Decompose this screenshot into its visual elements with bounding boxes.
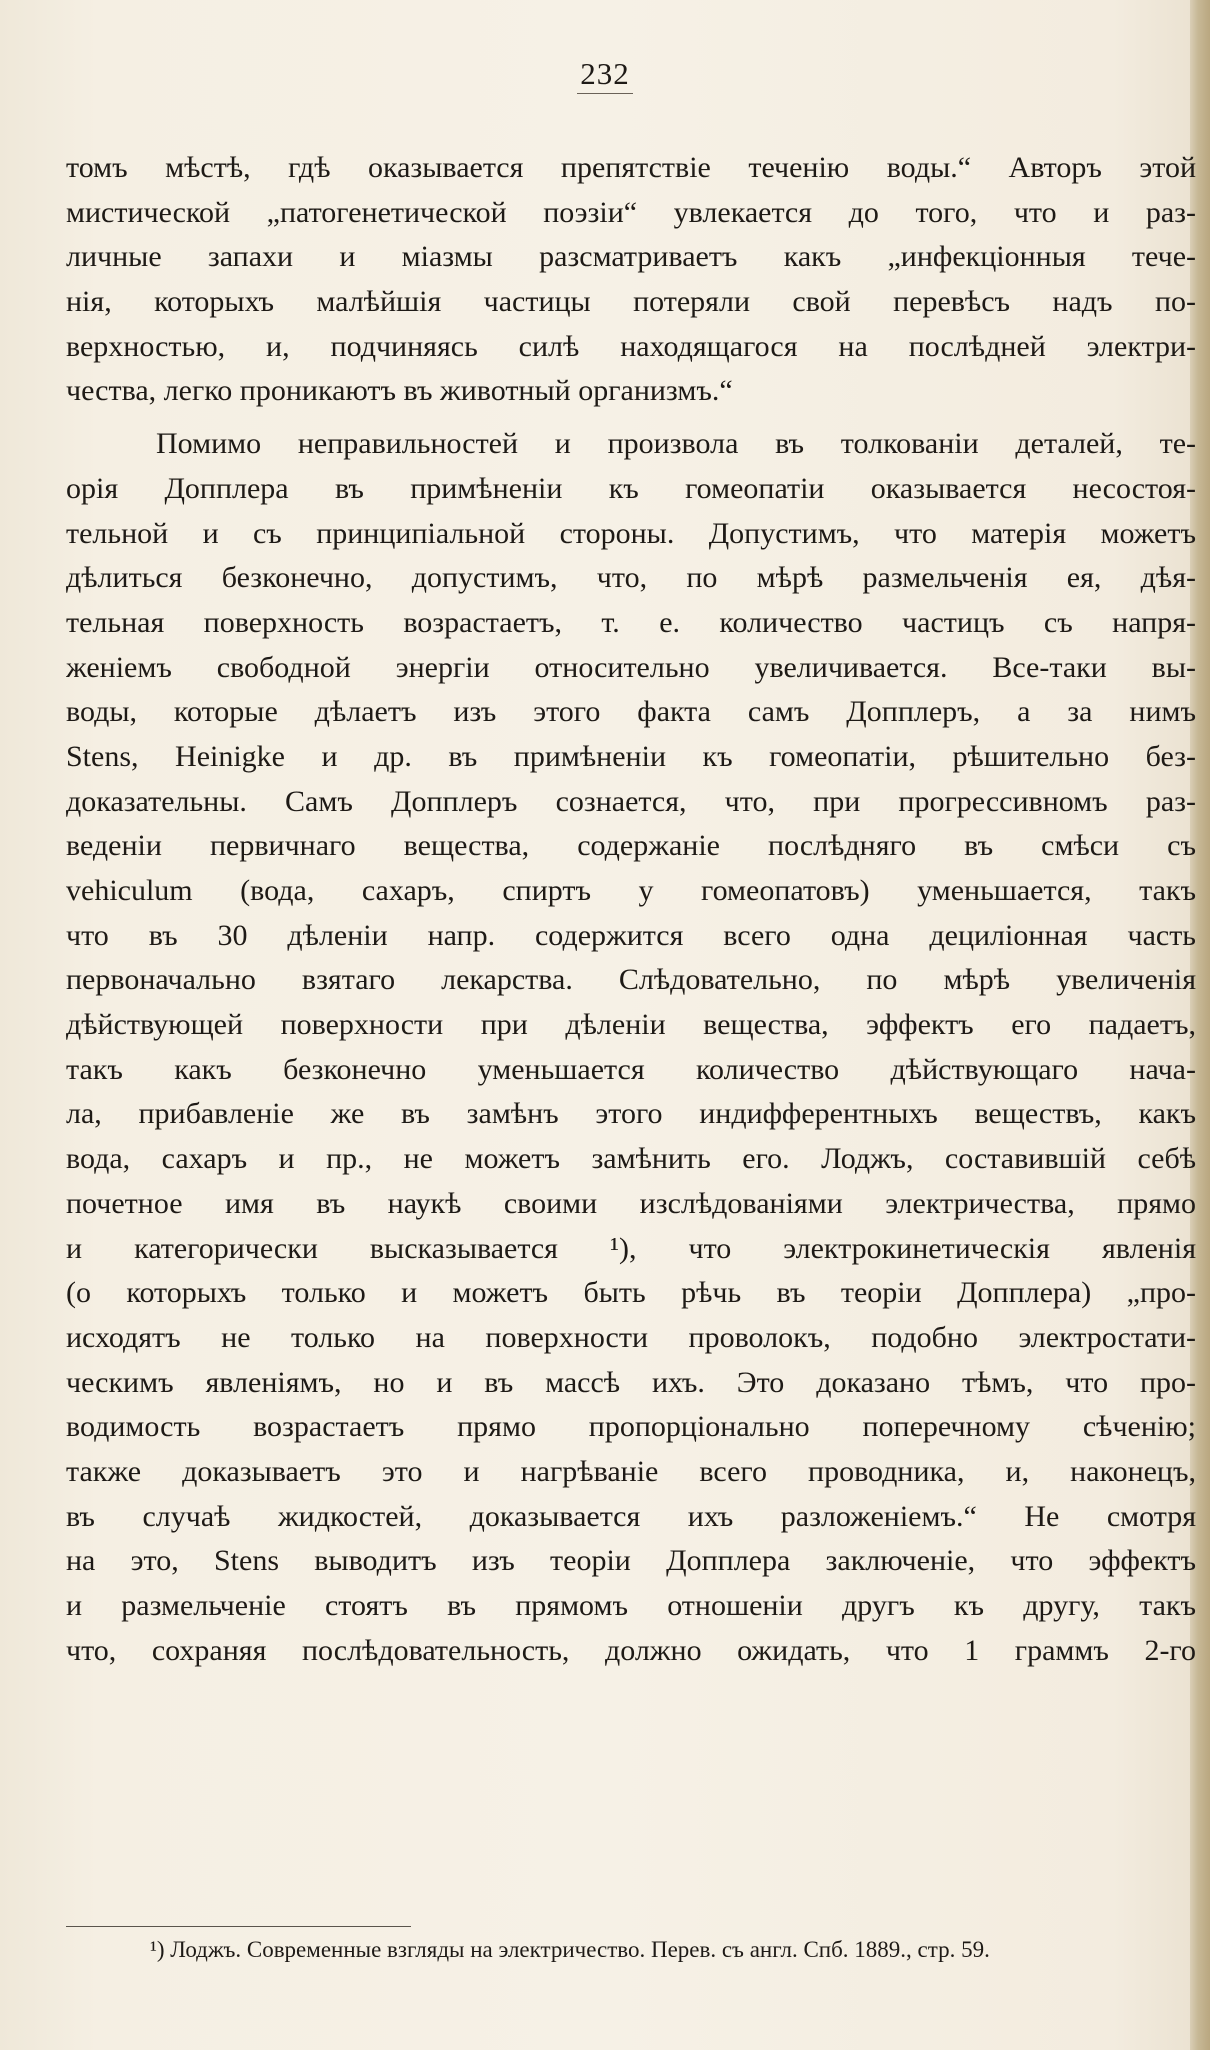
text-line: что въ 30 дѣленіи напр. содержится всего одна дециліонная часть <box>66 918 1196 952</box>
text-line: дѣйствующей поверхности при дѣленіи вещества, эффектъ его падаетъ, <box>66 1008 1196 1042</box>
text-line: тельная поверхность возрастаетъ, т. е. количество частицъ съ напря- <box>66 605 1196 639</box>
text-line: чества, легко проникаютъ въ животный организмъ.“ <box>66 374 733 408</box>
text-line: и категорически высказывается ¹), что электрокинетическія явленія <box>66 1231 1196 1265</box>
text-line: орія Допплера въ примѣненіи къ гомеопатіи оказывается несостоя- <box>66 471 1196 505</box>
text-line: почетное имя въ наукѣ своими изслѣдованіями электричества, прямо <box>66 1186 1196 1220</box>
text-line: vehiculum (вода, сахаръ, спиртъ у гомеопатовъ) уменьшается, такъ <box>66 874 1196 907</box>
footnote: ¹) Лоджъ. Современные взгляды на электричество. Перев. съ англ. Спб. 1889., стр. 59. <box>150 1937 990 1962</box>
footnote-divider <box>66 1926 411 1927</box>
text-line: веденіи первичнаго вещества, содержаніе послѣдняго въ смѣси съ <box>66 829 1196 863</box>
text-line: и размельченіе стоятъ въ прямомъ отношеніи другъ къ другу, такъ <box>66 1589 1196 1622</box>
page-number: 232 <box>0 56 1210 92</box>
text-line: личные запахи и міазмы разсматриваетъ какъ „инфекціонныя тече- <box>66 240 1196 274</box>
text-line: тельной и съ принципіальной стороны. Допустимъ, что матерія можетъ <box>66 516 1196 550</box>
text-line: доказательны. Самъ Допплеръ сознается, что, при прогрессивномъ раз- <box>66 784 1196 818</box>
text-line: водимость возрастаетъ прямо пропорціонально поперечному сѣченію; <box>66 1410 1196 1444</box>
text-line: (о которыхъ только и можетъ быть рѣчь въ теоріи Допплера) „про- <box>66 1276 1196 1310</box>
text-line: томъ мѣстѣ, гдѣ оказывается препятствіе теченію воды.“ Авторъ этой <box>66 151 1196 184</box>
text-line: такъ какъ безконечно уменьшается количество дѣйствующаго нача- <box>66 1052 1196 1086</box>
paragraph-start: Помимо неправильностей и произвола въ толкованіи деталей, те- <box>156 427 1196 461</box>
text-line: исходятъ не только на поверхности проволокъ, подобно электростати- <box>66 1320 1196 1354</box>
text-line: также доказываетъ это и нагрѣваніе всего проводника, и, наконецъ, <box>66 1454 1196 1488</box>
main-text <box>66 146 1196 1673</box>
text-line: женіемъ свободной энергіи относительно увеличивается. Все-таки вы- <box>66 650 1196 684</box>
text-line: дѣлиться безконечно, допустимъ, что, по мѣрѣ размельченія ея, дѣя- <box>66 561 1196 595</box>
text-line: въ случаѣ жидкостей, доказывается ихъ разложеніемъ.“ Не смотря <box>66 1499 1196 1533</box>
text-line: мистической „патогенетической поэзіи“ увлекается до того, что и раз- <box>66 195 1196 229</box>
text-line: Stens, Heinigke и др. въ примѣненіи къ гомеопатіи, рѣшительно без- <box>66 739 1196 773</box>
text-line: что, сохраняя послѣдовательность, должно ожидать, что 1 граммъ 2-го <box>66 1633 1196 1667</box>
text-line: на это, Stens выводитъ изъ теоріи Допплера заключеніе, что эффектъ <box>66 1544 1196 1578</box>
text-line: ла, прибавленіе же въ замѣнъ этого индифферентныхъ веществъ, какъ <box>66 1097 1196 1131</box>
text-line: ческимъ явленіямъ, но и въ массѣ ихъ. Это доказано тѣмъ, что про- <box>66 1365 1196 1399</box>
text-line: вода, сахаръ и пр., не можетъ замѣнить его. Лоджъ, составившій себѣ <box>66 1142 1196 1176</box>
text-line: первоначально взятаго лекарства. Слѣдовательно, по мѣрѣ увеличенія <box>66 963 1196 997</box>
text-line: верхностью, и, подчиняясь силѣ находящагося на послѣдней электри- <box>66 329 1196 363</box>
text-line: нія, которыхъ малѣйшія частицы потеряли свой перевѣсъ надъ по- <box>66 285 1196 319</box>
text-line: воды, которые дѣлаетъ изъ этого факта самъ Допплеръ, а за нимъ <box>66 695 1196 729</box>
